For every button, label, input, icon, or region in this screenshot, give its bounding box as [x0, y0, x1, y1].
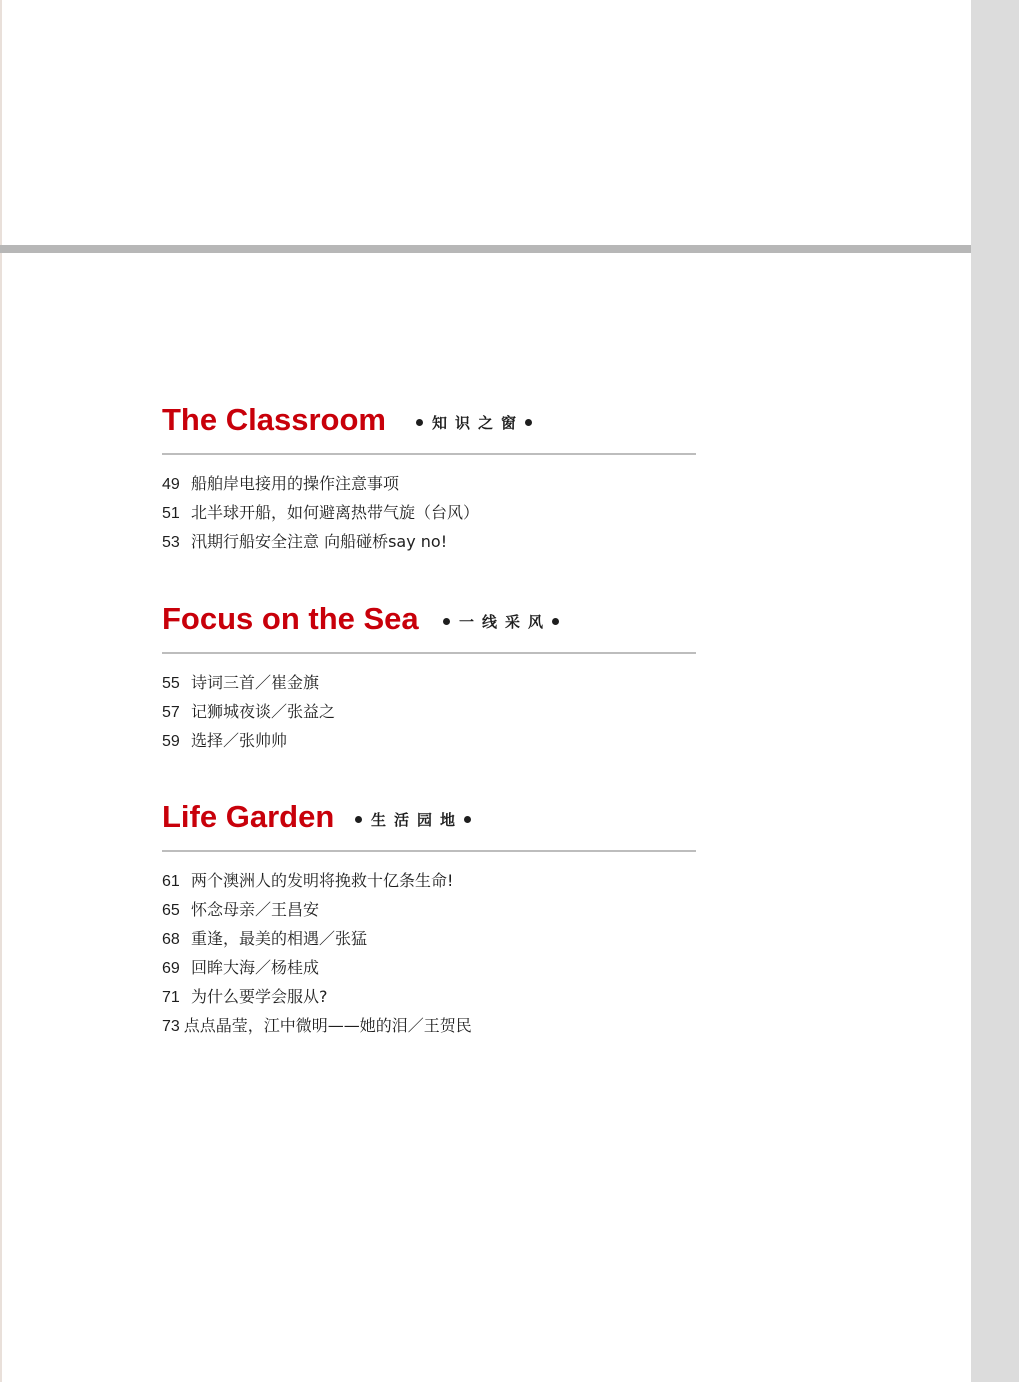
- toc-entry-title: 怀念母亲／王昌安: [191, 900, 320, 919]
- toc-list: [162, 469, 479, 556]
- toc-entry-title: 船舶岸电接用的操作注意事项: [191, 474, 400, 493]
- toc-page-number: 71: [162, 989, 180, 1006]
- section-title: The Classroom: [162, 402, 386, 437]
- toc-page-number: 61: [162, 873, 180, 890]
- toc-entry-title: 回眸大海／杨桂成: [191, 958, 320, 977]
- toc-list: [162, 668, 335, 755]
- toc-entry[interactable]: [162, 924, 472, 953]
- toc-entry-title: 选择／张帅帅: [191, 731, 288, 750]
- section-divider: [162, 652, 696, 654]
- section-divider: [162, 850, 696, 852]
- toc-page-number: 59: [162, 733, 180, 750]
- toc-page-number: 69: [162, 960, 180, 977]
- toc-entry[interactable]: [162, 668, 335, 697]
- page-right-margin-band: [971, 0, 1019, 1382]
- toc-entry[interactable]: [162, 982, 472, 1011]
- section-tag-text: 一线采风: [459, 613, 552, 631]
- toc-page-number: 51: [162, 505, 180, 522]
- section-title: Focus on the Sea: [162, 601, 419, 636]
- bullet-dot-icon: [443, 618, 450, 625]
- toc-page-number: 55: [162, 675, 180, 692]
- toc-entry-title: 记狮城夜谈／张益之: [191, 702, 336, 721]
- toc-entry[interactable]: [162, 953, 472, 982]
- toc-entry-title: 为什么要学会服从?: [191, 987, 328, 1006]
- header-divider: [0, 245, 971, 253]
- toc-page-number: 53: [162, 534, 180, 551]
- toc-page-number: 68: [162, 931, 180, 948]
- toc-entry-title: 北半球开船，如何避离热带气旋（台风）: [191, 503, 480, 522]
- toc-page-number: 57: [162, 704, 180, 721]
- toc-entry-title: 重逢，最美的相遇／张猛: [191, 929, 368, 948]
- toc-entry-title: 点点晶莹，江中微明——她的泪／王贺民: [183, 1016, 472, 1035]
- bullet-dot-icon: [464, 816, 471, 823]
- section-tag: [443, 612, 559, 632]
- section-divider: [162, 453, 696, 455]
- toc-entry[interactable]: [162, 1011, 472, 1040]
- section-tag: [355, 810, 471, 830]
- toc-list: [162, 866, 472, 1040]
- toc-page-number: 49: [162, 476, 180, 493]
- toc-entry-title: 汛期行船安全注意 向船碰桥say no!: [191, 532, 448, 551]
- bullet-dot-icon: [525, 419, 532, 426]
- section-tag-text: 知识之窗: [432, 414, 525, 432]
- toc-entry-title: 诗词三首／崔金旗: [191, 673, 320, 692]
- toc-entry[interactable]: [162, 895, 472, 924]
- bullet-dot-icon: [552, 618, 559, 625]
- toc-entry-title: 两个澳洲人的发明将挽救十亿条生命!: [191, 871, 454, 890]
- bullet-dot-icon: [355, 816, 362, 823]
- toc-entry[interactable]: [162, 498, 479, 527]
- bullet-dot-icon: [416, 419, 423, 426]
- toc-entry[interactable]: [162, 866, 472, 895]
- section-tag: [416, 413, 532, 433]
- section-title: Life Garden: [162, 799, 335, 834]
- section-tag-text: 生活园地: [371, 811, 464, 829]
- toc-entry[interactable]: [162, 697, 335, 726]
- toc-entry[interactable]: [162, 469, 479, 498]
- toc-page-number: 73: [162, 1018, 180, 1035]
- toc-entry[interactable]: [162, 726, 335, 755]
- toc-page-number: 65: [162, 902, 180, 919]
- toc-entry[interactable]: [162, 527, 479, 556]
- page-left-edge: [0, 0, 2, 1382]
